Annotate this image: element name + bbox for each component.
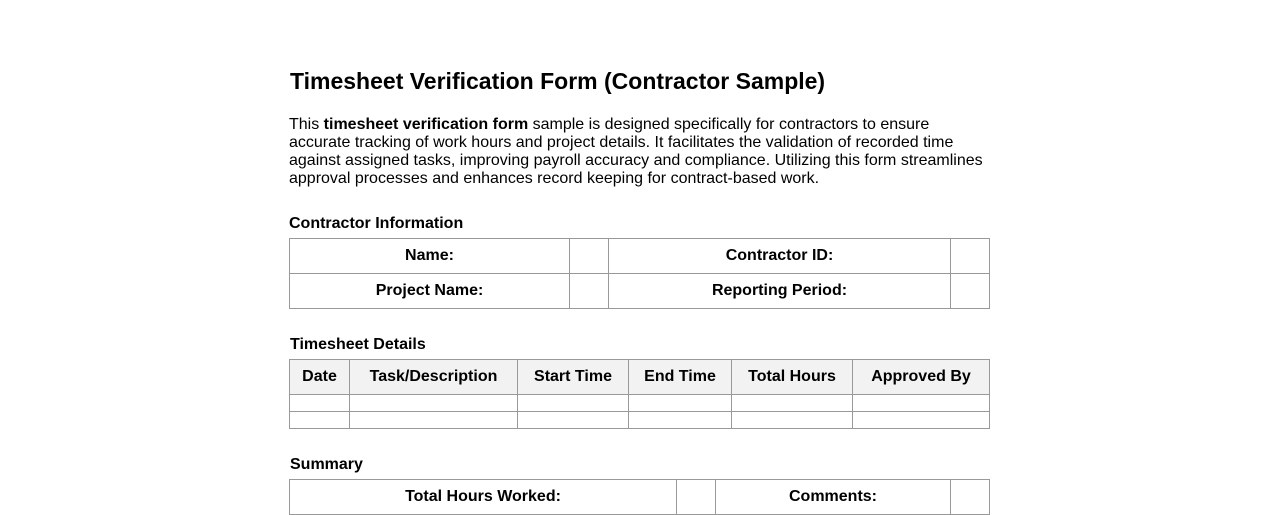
summary-table (289, 479, 990, 515)
comments-field[interactable] (951, 480, 990, 515)
table-row (290, 239, 990, 274)
intro-suffix: sample is designed specifically for contractors to ensure accurate tracking of work hours and project details. It facilitates the validation of recorded time against assigned tasks, improving payroll accuracy and compliance. Utilizing this form streamlines approval processes and enhances record keeping for contract-based work. (289, 116, 983, 187)
name-label: Name: (290, 239, 570, 274)
total-hours-worked-label: Total Hours Worked: (290, 480, 677, 515)
cell[interactable] (732, 395, 853, 412)
timesheet-heading: Timesheet Details (290, 336, 426, 353)
table-row (290, 395, 990, 412)
cell[interactable] (853, 412, 990, 429)
intro-bold: timesheet verification form (323, 116, 529, 133)
cell[interactable] (629, 395, 732, 412)
page-title: Timesheet Verification Form (Contractor Sample) (290, 68, 826, 94)
project-name-label: Project Name: (290, 274, 570, 309)
cell[interactable] (732, 412, 853, 429)
summary-heading: Summary (290, 456, 363, 473)
intro-prefix: This (289, 116, 324, 133)
total-hours-worked-field[interactable] (677, 480, 716, 515)
project-name-field[interactable] (570, 274, 609, 309)
comments-label: Comments: (716, 480, 951, 515)
col-total-hours: Total Hours (732, 360, 853, 395)
name-field[interactable] (570, 239, 609, 274)
table-row (290, 412, 990, 429)
cell[interactable] (290, 412, 350, 429)
cell[interactable] (350, 412, 518, 429)
cell[interactable] (518, 395, 629, 412)
timesheet-table (289, 359, 990, 429)
cell[interactable] (350, 395, 518, 412)
cell[interactable] (518, 412, 629, 429)
contractor-id-field[interactable] (951, 239, 990, 274)
col-start-time: Start Time (518, 360, 629, 395)
col-end-time: End Time (629, 360, 732, 395)
intro-paragraph (289, 116, 989, 188)
contractor-table (289, 238, 990, 309)
cell[interactable] (853, 395, 990, 412)
cell[interactable] (290, 395, 350, 412)
reporting-period-label: Reporting Period: (609, 274, 951, 309)
col-date: Date (290, 360, 350, 395)
table-row (290, 480, 990, 515)
table-row (290, 274, 990, 309)
col-approved-by: Approved By (853, 360, 990, 395)
col-task: Task/Description (350, 360, 518, 395)
contractor-id-label: Contractor ID: (609, 239, 951, 274)
cell[interactable] (629, 412, 732, 429)
table-header-row (290, 360, 990, 395)
contractor-heading: Contractor Information (289, 215, 464, 232)
reporting-period-field[interactable] (951, 274, 990, 309)
